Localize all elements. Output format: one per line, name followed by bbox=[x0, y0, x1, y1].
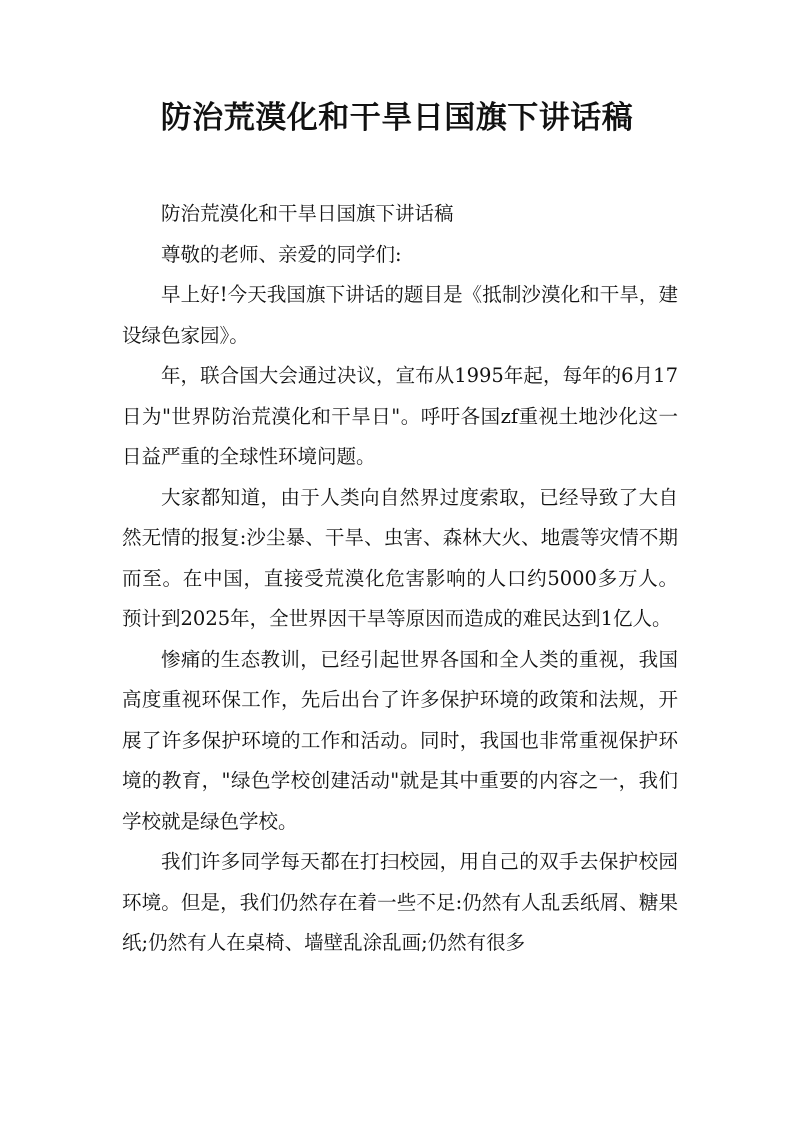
paragraph-un-resolution: 年，联合国大会通过决议，宣布从1995年起，每年的6月17日为"世界防治荒漠化和干旱日"。呼吁各国zf重视土地沙化这一日益严重的全球性环境问题。 bbox=[122, 364, 678, 468]
document-title: 防治荒漠化和干旱日国旗下讲话稿 bbox=[160, 100, 634, 136]
paragraph-salutation: 尊敬的老师、亲爱的同学们: bbox=[161, 242, 402, 266]
paragraph-nature-retaliation: 大家都知道，由于人类向自然界过度索取，已经导致了大自然无情的报复:沙尘暴、干旱、虫害、森林大火、地震等灾情不期而至。在中国，直接受荒漠化危害影响的人口约5000多万人。预计到2025年，全世界因干旱等原因而造成的难民达到1亿人。 bbox=[122, 485, 678, 630]
paragraph-campus-shortcomings: 我们许多同学每天都在打扫校园，用自己的双手去保护校园环境。但是，我们仍然存在着一些不足:仍然有人乱丢纸屑、糖果纸;仍然有人在桌椅、墙壁乱涂乱画;仍然有很多 bbox=[122, 850, 678, 954]
document-body bbox=[122, 194, 678, 964]
paragraph-greeting: 早上好!今天我国旗下讲话的题目是《抵制沙漠化和干旱，建设绿色家园》。 bbox=[122, 283, 678, 347]
paragraph-ecological-lesson: 惨痛的生态教训，已经引起世界各国和全人类的重视，我国高度重视环保工作，先后出台了许多保护环境的政策和法规，开展了许多保护环境的工作和活动。同时，我国也非常重视保护环境的教育，"绿色学校创建活动"就是其中重要的内容之一，我们学校就是绿色学校。 bbox=[122, 647, 678, 833]
paragraph-subtitle: 防治荒漠化和干旱日国旗下讲话稿 bbox=[161, 202, 454, 225]
